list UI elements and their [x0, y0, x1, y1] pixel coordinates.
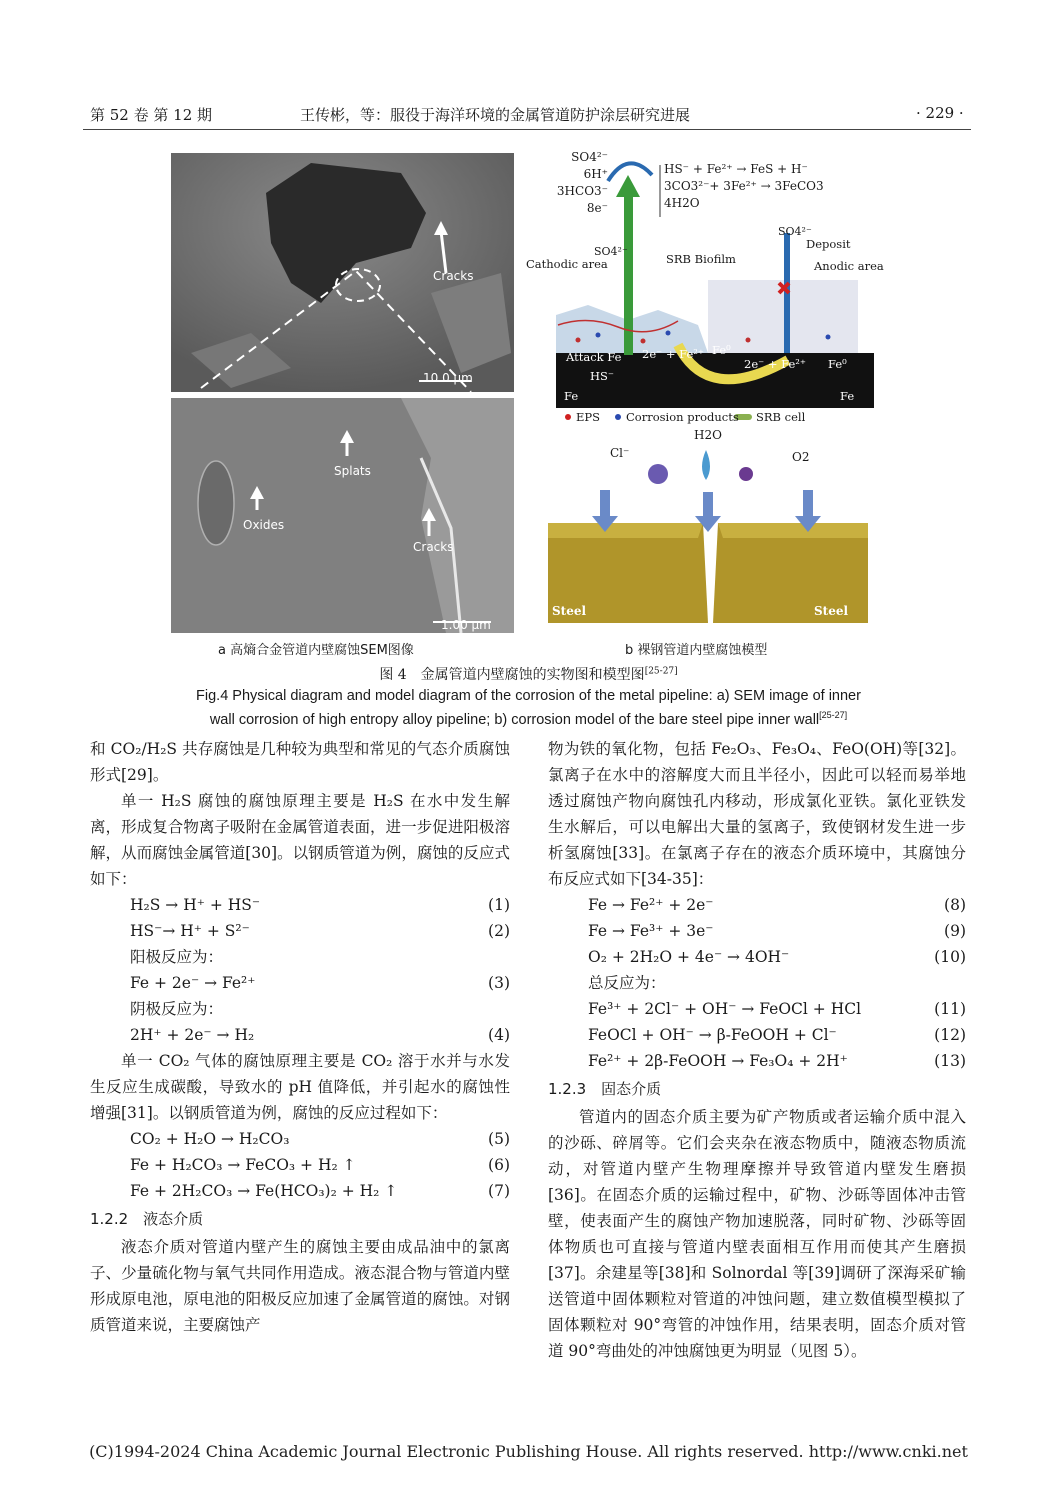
equation: Fe + 2e⁻ → Fe²⁺: [130, 974, 256, 992]
equation-number: (2): [488, 922, 510, 940]
srb-product: 3CO3²⁻+ 3Fe²⁺ → 3FeCO3: [664, 179, 824, 193]
label-fe-right: Fe: [840, 389, 855, 403]
equation-row: [548, 1048, 966, 1074]
steel-model-graphics: [548, 428, 868, 633]
sem-image-bottom: [171, 398, 514, 633]
equation-row: [548, 918, 966, 944]
equation-number: (9): [944, 922, 966, 940]
srb-reactant: 8e⁻: [586, 201, 608, 215]
equation-number: (13): [934, 1052, 966, 1070]
equation-row: [90, 892, 510, 918]
equation-row: [90, 918, 510, 944]
equation-row: [90, 1022, 510, 1048]
sublabel-a: a 高熵合金管道内壁腐蚀SEM图像: [218, 643, 414, 658]
label-h2o: H2O: [694, 428, 722, 442]
caption-cn-text: 图 4 金属管道内壁腐蚀的实物图和模型图: [379, 667, 645, 683]
equation-row: [548, 892, 966, 918]
paragraph: 和 CO₂/H₂S 共存腐蚀是几种较为典型和常见的气态介质腐蚀形式[29]。: [90, 740, 510, 784]
header-page: · 229 ·: [916, 104, 964, 122]
equation: O₂ + 2H₂O + 4e⁻ → 4OH⁻: [588, 948, 790, 966]
label-splats: Splats: [334, 464, 371, 478]
label-deposit: Deposit: [806, 237, 851, 251]
equation-number: (1): [488, 896, 510, 914]
scale-bar-bottom: 1.00 μm: [441, 618, 491, 632]
equation-number: (11): [934, 1000, 966, 1018]
equation-intro: 阴极反应为：: [130, 1000, 224, 1018]
equation: HS⁻→ H⁺ + S²⁻: [130, 922, 250, 940]
paragraph: 物为铁的氧化物，包括 Fe₂O₃、Fe₃O₄、FeO(OH)等[32]。氯离子在水中的溶解度大而且半径小，因此可以轻而易举地透过腐蚀产物向腐蚀孔内移动，形成氯化亚铁。氯化亚铁发生水解后，可以电解出大量的氢离子，致使钢材发生进一步析氢腐蚀[33]。在氯离子存在的液态介质环境中，其腐蚀分布反应式如下[34-35]：: [548, 740, 966, 888]
label-cl: Cl⁻: [610, 446, 630, 460]
equation: FeOCl + OH⁻ → β-FeOOH + Cl⁻: [588, 1026, 837, 1044]
paragraph: 液态介质对管道内壁产生的腐蚀主要由成品油中的氯离子、少量硫化物与氧气共同作用造成。液态混合物与管道内壁形成原电池，原电池的阳极反应加速了金属管道的腐蚀。对钢质管道来说，主要腐蚀产: [90, 1238, 510, 1334]
label-cracks-top: Cracks: [433, 269, 474, 283]
equation-row: [90, 970, 510, 996]
sem-image-top: [171, 153, 514, 392]
sublabel-b: b 裸钢管道内壁腐蚀模型: [625, 643, 768, 658]
equation: 2H⁺ + 2e⁻ → H₂: [130, 1026, 255, 1044]
legend-corrosion-products: Corrosion products: [626, 410, 739, 424]
equation-number: (5): [488, 1130, 510, 1148]
caption-en-text: wall corrosion of high entropy alloy pipeline; b) corrosion model of the bare steel pipe inner wall: [209, 711, 820, 728]
equation-number: (7): [488, 1182, 510, 1200]
label-hs: HS⁻: [590, 369, 614, 383]
srb-diagram: [526, 145, 884, 428]
header-volume: 第 52 卷 第 12 期: [90, 106, 213, 124]
equation-number: (10): [934, 948, 966, 966]
srb-products: [664, 161, 824, 212]
srb-reactant: SO4²⁻: [571, 150, 608, 164]
section-heading: 1.2.3 固态介质: [548, 1080, 662, 1098]
equation-row: [90, 1152, 510, 1178]
sem-texture-bottom: [171, 398, 514, 633]
equation-number: (4): [488, 1026, 510, 1044]
label-attack-fe: Attack Fe: [566, 350, 622, 364]
section-heading: 1.2.2 液态介质: [90, 1210, 204, 1228]
right-column: [548, 736, 966, 1364]
equation-row: [548, 944, 966, 970]
label-fe2-right: 2e⁻ + Fe²⁺: [744, 357, 806, 371]
equation-row: [548, 996, 966, 1022]
label-o2: O2: [792, 450, 810, 464]
equation: CO₂ + H₂O → H₂CO₃: [130, 1130, 290, 1148]
left-column: [90, 736, 510, 1338]
equation-intro: 总反应为：: [588, 974, 666, 992]
equation: H₂S → H⁺ + HS⁻: [130, 896, 261, 914]
label-so4-right: SO4²⁻: [778, 225, 812, 238]
equation-number: (3): [488, 974, 510, 992]
equation-number: (8): [944, 896, 966, 914]
steel-model: [548, 428, 868, 633]
label-oxides: Oxides: [243, 518, 285, 532]
equation: Fe → Fe³⁺ + 3e⁻: [588, 922, 714, 940]
equation: Fe³⁺ + 2Cl⁻ + OH⁻ → FeOCl + HCl: [588, 1000, 862, 1018]
header-rule: [83, 129, 971, 130]
label-cracks-bottom: Cracks: [413, 540, 454, 554]
figure-caption-en-line1: Fig.4 Physical diagram and model diagram of the corrosion of the metal pipeline: a) SEM image of inner: [196, 688, 861, 704]
srb-reactants: [556, 149, 608, 217]
equation-row: [90, 1126, 510, 1152]
label-steel-right: Steel: [814, 604, 849, 618]
paragraph: 单一 CO₂ 气体的腐蚀原理主要是 CO₂ 溶于水并与水发生反应生成碳酸，导致水的 pH 值降低，并引起水的腐蚀性增强[31]。以钢质管道为例，腐蚀的反应过程如下：: [90, 1052, 510, 1122]
scale-bar-top: 10.0 μm: [423, 371, 473, 385]
caption-en-ref: [25-27]: [819, 710, 848, 720]
equation: Fe + H₂CO₃ → FeCO₃ + H₂ ↑: [130, 1156, 356, 1174]
equation: Fe → Fe²⁺ + 2e⁻: [588, 896, 714, 914]
equation: Fe + 2H₂CO₃ → Fe(HCO₃)₂ + H₂ ↑: [130, 1182, 398, 1200]
paragraph: 管道内的固态介质主要为矿产物质或者运输介质中混入的沙砾、碎屑等。它们会夹杂在液态物质中，随液态物质流动，对管道内壁产生物理摩擦并导致管道内壁发生磨损[36]。在固态介质的运输过程中，矿物、沙砾等固体冲击管壁，使表面产生的腐蚀产物加速脱落，同时矿物、沙砾等固体物质也可直接与管道内壁表面相互作用而使其产生磨损[37]。余建星等[38]和 Solnordal 等[39]调研了深海采矿输送管道中固体颗粒对管道的冲蚀问题，建立数值模型模拟了固体颗粒对 90°弯管的冲蚀作用，结果表明，固态介质对管道 90°弯曲处的冲蚀腐蚀更为明显（见图 5）。: [548, 1108, 966, 1360]
label-steel-left: Steel: [552, 604, 587, 618]
label-fe0-left: Fe⁰: [712, 343, 731, 357]
label-srb-biofilm: SRB Biofilm: [666, 252, 736, 266]
figure-caption-cn: [0, 664, 1057, 684]
equation-number: (6): [488, 1156, 510, 1174]
srb-reactant: 3HCO3⁻: [556, 184, 608, 198]
equation-number: (12): [934, 1026, 966, 1044]
figure-caption-en-line2: [0, 706, 1057, 730]
label-fe0-right: Fe⁰: [828, 357, 847, 371]
srb-product: HS⁻ + Fe²⁺ → FeS + H⁻: [664, 162, 808, 176]
label-cathodic-area: Cathodic area: [526, 257, 608, 271]
caption-cn-ref: [25-27]: [644, 666, 678, 677]
equation-row: [90, 1178, 510, 1204]
header-title: 王传彬，等：服役于海洋环境的金属管道防护涂层研究进展: [300, 106, 691, 124]
label-anodic-area: Anodic area: [814, 259, 884, 273]
copyright-footer: (C)1994-2024 China Academic Journal Electronic Publishing House. All rights reserved. http://www.cnki.net: [89, 1442, 968, 1461]
legend-eps: EPS: [576, 410, 601, 424]
equation-row: [548, 1022, 966, 1048]
equation-intro: 阳极反应为：: [130, 948, 224, 966]
equation: Fe²⁺ + 2β-FeOOH → Fe₃O₄ + 2H⁺: [588, 1052, 848, 1070]
paragraph: 单一 H₂S 腐蚀的腐蚀原理主要是 H₂S 在水中发生解离，形成复合物离子吸附在金属管道表面，进一步促进阳极溶解，从而腐蚀金属管道[30]。以钢质管道为例，腐蚀的反应式如下：: [90, 792, 510, 888]
srb-product: 4H2O: [664, 196, 700, 210]
label-so4-left: SO4²⁻: [594, 245, 628, 258]
label-fe2-left: 2e⁻ + Fe²⁺: [642, 347, 704, 361]
label-fe-left: Fe: [564, 389, 579, 403]
srb-reactant: 6H⁺: [583, 167, 608, 181]
legend-srb-cell: SRB cell: [756, 410, 806, 424]
